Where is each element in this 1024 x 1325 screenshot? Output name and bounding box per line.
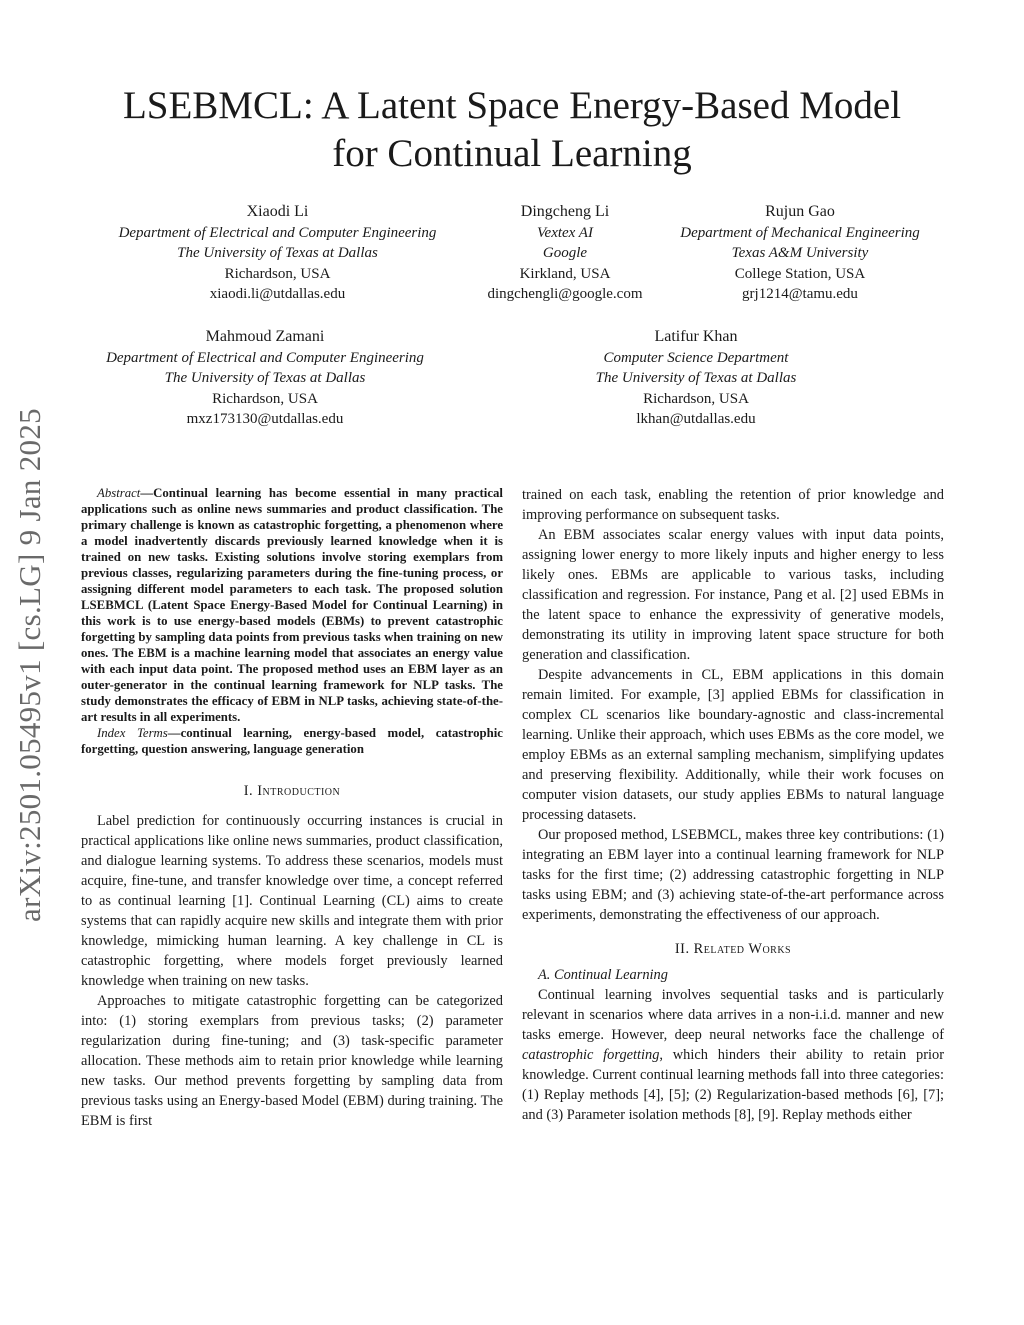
author-name: Dingcheng Li (520, 203, 610, 220)
intro-paragraph-2-continued: trained on each task, enabling the retention of prior knowledge and improving performance on subsequent tasks. (522, 487, 944, 523)
author-department: Department of Electrical and Computer Engineering (118, 224, 437, 241)
abstract (81, 485, 503, 757)
author-name: Latifur Khan (654, 328, 738, 345)
author-department: Computer Science Department (603, 349, 789, 366)
author-name: Xiaodi Li (246, 203, 309, 220)
author-email: mxz173130@utdallas.edu (186, 411, 344, 427)
section-title: Related Works (693, 941, 792, 957)
section-title: Introduction (257, 783, 341, 799)
related-works-text-b: , which hinders their ability to retain prior knowledge. Current continual learning methods fall into three categories: (1) Replay methods [4], [5]; (2) Regularization-based methods [6], [7]; and (3) Parameter isolation methods [8], [9]. Replay methods either (522, 1047, 944, 1123)
author-location: Richardson, USA (643, 390, 749, 407)
author-location: Kirkland, USA (519, 265, 611, 282)
section-heading-introduction (81, 781, 503, 801)
author-location: Richardson, USA (224, 265, 331, 282)
intro-paragraph-2: Approaches to mitigate catastrophic forgetting can be categorized into: (1) storing exemplars from previous tasks; (2) parameter regularization during fine-tuning; and (3) task-specific parameter allocation. These methods aim to retain prior knowledge while learning new tasks. Our method prevents forgetting by sampling data from previous tasks using an Energy-based Model (EBM) during training. The EBM is first (81, 993, 503, 1129)
author-institution: Texas A&M University (731, 245, 869, 261)
author-location: Richardson, USA (212, 390, 318, 407)
arxiv-identifier-stamp (12, 370, 48, 960)
author-block-5 (560, 327, 832, 430)
author-email: dingchengli@google.com (487, 286, 643, 302)
author-block-3 (650, 202, 950, 305)
left-column (81, 485, 503, 1131)
subsection-heading-continual-learning: A. Continual Learning (538, 967, 668, 983)
author-department: Department of Mechanical Engineering (680, 224, 920, 241)
author-email: xiaodi.li@utdallas.edu (209, 286, 346, 302)
author-email: grj1214@tamu.edu (742, 286, 858, 302)
title-line-2: for Continual Learning (332, 132, 692, 175)
intro-paragraph-4: Despite advancements in CL, EBM applications in this domain remain limited. For example, [3] applied EBMs for classification in complex CL scenarios like boundary-agnostic and class-incremental learning. Unlike their approach, which uses EBMs as the core model, we employ EBMs as an external sampling mechanism, simplifying updates and preserving flexibility. Additionally, while their work focuses on computer vision datasets, our study applies EBMs to natural language processing datasets. (522, 667, 944, 823)
author-block-4 (60, 327, 470, 430)
index-terms-text: —continual learning, energy-based model, catastrophic forgetting, question answering, language generation (81, 726, 503, 756)
intro-paragraph-5: Our proposed method, LSEBMCL, makes three key contributions: (1) integrating an EBM layer into a continual learning framework for NLP tasks for the first time; (2) addressing catastrophic forgetting in NLP tasks using EBM; and (3) achieving state-of-the-art performance across experiments, demonstrating the effectiveness of our approach. (522, 827, 944, 923)
section-number: II. (674, 941, 690, 957)
arxiv-identifier-text: arXiv:2501.05495v1 [cs.LG] 9 Jan 2025 (12, 408, 48, 922)
author-email: lkhan@utdallas.edu (636, 411, 756, 427)
author-block-2 (465, 202, 665, 305)
index-terms-label: Index Terms (97, 726, 168, 740)
author-institution: The University of Texas at Dallas (595, 370, 797, 386)
abstract-label: Abstract (97, 486, 141, 500)
section-number: I. (243, 783, 254, 799)
author-location: College Station, USA (734, 265, 866, 282)
author-name: Rujun Gao (765, 203, 835, 220)
intro-paragraph-3: An EBM associates scalar energy values with input data points, assigning lower energy to more likely inputs and higher energy to less likely ones. EBMs are applicable to various tasks, including classification and regression. For instance, Pang et al. [2] used EBMs in the latent space to enhance the expressivity of generative models, demonstrating its utility in improving latent space structure for both generation and classification. (522, 527, 944, 663)
author-department: Vextex AI (537, 224, 593, 241)
author-institution: The University of Texas at Dallas (177, 245, 378, 261)
related-works-emphasis: catastrophic forgetting (522, 1047, 660, 1063)
right-column (522, 485, 944, 1125)
paper-title (60, 82, 964, 178)
author-institution: The University of Texas at Dallas (164, 370, 366, 386)
related-works-paragraph-1 (522, 985, 944, 1125)
section-heading-related-works (522, 939, 944, 959)
author-name: Mahmoud Zamani (205, 328, 325, 345)
author-department: Department of Electrical and Computer Engineering (106, 349, 424, 366)
related-works-text-a: Continual learning involves sequential tasks and is particularly relevant in scenarios where data arrives in a non-i.i.d. manner and new tasks emerge. However, deep neural networks face the challenge of (522, 987, 944, 1043)
title-line-1: LSEBMCL: A Latent Space Energy-Based Model (122, 84, 902, 127)
abstract-text: —Continual learning has become essential in many practical applications such as online news summaries and product classification. The primary challenge is known as catastrophic forgetting, a phenomenon where a model inadvertently discards previously learned knowledge when it is trained on new tasks. Existing solutions involve storing exemplars from previous classes, regularizing parameters during the fine-tuning process, or assigning different model parameters to each task. The proposed solution LSEBMCL (Latent Space Energy-Based Model for Continual Learning) in this work is to use energy-based models (EBMs) to prevent catastrophic forgetting by sampling data points from previous tasks when training on new ones. The EBM is a machine learning model that associates an energy value with each input data point. The proposed method uses an EBM layer as an outer-generator in the continual learning framework for NLP tasks. The study demonstrates the efficacy of EBM in NLP tasks, achieving state-of-the-art results in all experiments. (81, 486, 503, 724)
author-block-1 (80, 202, 475, 305)
intro-paragraph-1: Label prediction for continuously occurring instances is crucial in practical applications like online news summaries, product classification, and dialogue learning systems. To address these scenarios, models must acquire, fine-tune, and transfer knowledge over time, a concept referred to as continual learning [1]. Continual Learning (CL) aims to create systems that can rapidly acquire new skills and integrate them with prior knowledge, mimicking human learning. A key challenge in CL is catastrophic forgetting, where models forget previously learned knowledge when training on new tasks. (81, 813, 503, 989)
author-institution: Google (542, 245, 588, 261)
